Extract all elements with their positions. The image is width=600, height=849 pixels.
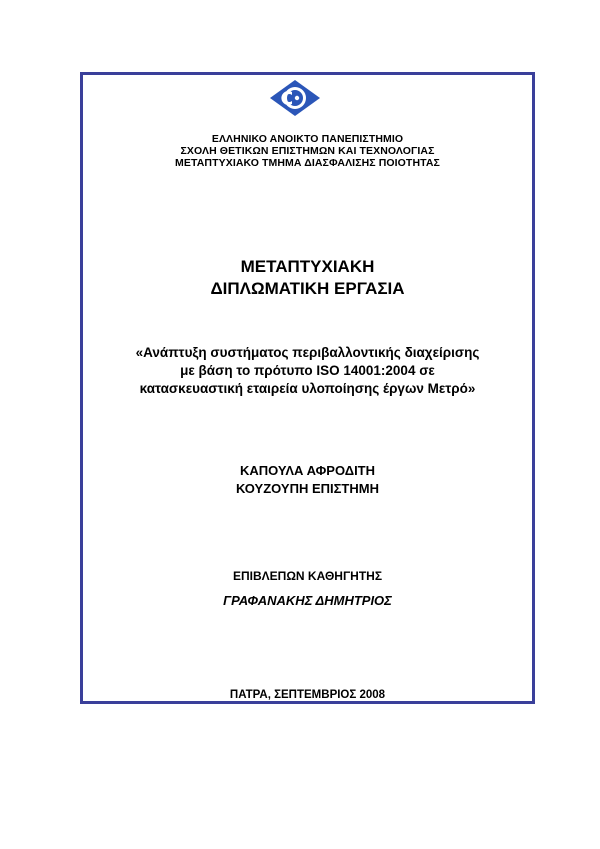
thesis-title-line-2: με βάση το πρότυπο ISO 14001:2004 σε (180, 363, 435, 378)
thesis-title (83, 344, 532, 398)
university-logo-icon (268, 78, 322, 118)
supervisor-name: ΓΡΑΦΑΝΑΚΗΣ ΔΗΜΗΤΡΙΟΣ (223, 593, 392, 608)
document-type (83, 256, 532, 300)
institution-school: ΣΧΟΛΗ ΘΕΤΙΚΩΝ ΕΠΙΣΤΗΜΩΝ ΚΑΙ ΤΕΧΝΟΛΟΓΙΑΣ (180, 145, 435, 157)
document-type-line-2: ΔΙΠΛΩΜΑΤΙΚΗ ΕΡΓΑΣΙΑ (210, 279, 405, 298)
document-type-line-1: ΜΕΤΑΠΤΥΧΙΑΚΗ (240, 257, 375, 276)
thesis-title-line-1: «Ανάπτυξη συστήματος περιβαλλοντικής διαχείρισης (135, 345, 480, 360)
supervisor-label: ΕΠΙΒΛΕΠΩΝ ΚΑΘΗΓΗΤΗΣ (232, 569, 383, 583)
authors (83, 462, 532, 498)
institution-university: ΕΛΛΗΝΙΚΟ ΑΝΟΙΚΤΟ ΠΑΝΕΠΙΣΤΗΜΙΟ (211, 133, 404, 145)
institution-heading (83, 133, 532, 169)
thesis-title-line-3: κατασκευαστική εταιρεία υλοποίησης έργων Μετρό» (139, 381, 476, 396)
institution-department: ΜΕΤΑΠΤΥΧΙΑΚΟ ΤΜΗΜΑ ΔΙΑΣΦΑΛΙΣΗΣ ΠΟΙΟΤΗΤΑΣ (175, 157, 440, 169)
place-date: ΠΑΤΡΑ, ΣΕΠΤΕΜΒΡΙΟΣ 2008 (229, 689, 386, 701)
author-1: ΚΑΠΟΥΛΑ ΑΦΡΟΔΙΤΗ (239, 463, 376, 478)
author-2: ΚΟΥΖΟΥΠΗ ΕΠΙΣΤΗΜΗ (236, 481, 379, 496)
